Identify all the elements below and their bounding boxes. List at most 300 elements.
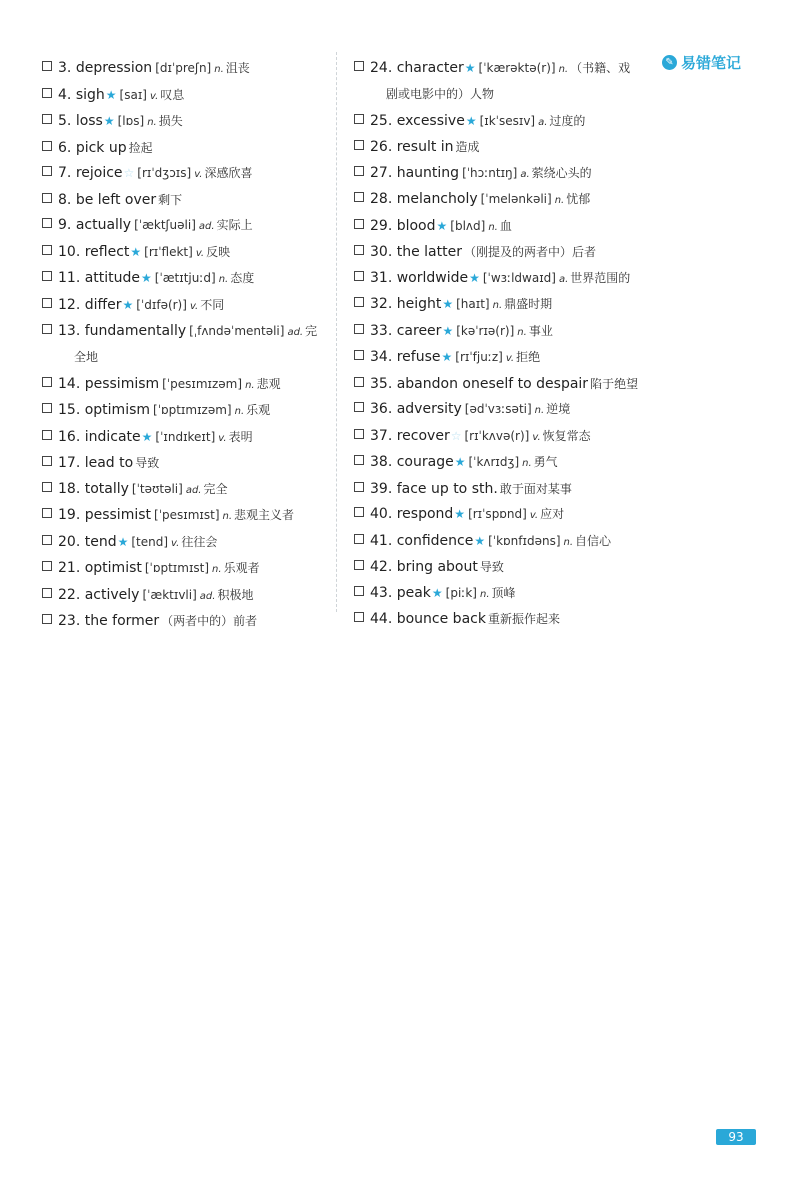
entry-word: height — [396, 296, 442, 312]
vocab-entry — [354, 187, 644, 214]
checkbox[interactable] — [354, 297, 364, 307]
entry-number: 4. — [58, 86, 72, 103]
star-icon: ★ — [442, 297, 454, 311]
entry-word: excessive — [396, 112, 465, 129]
entry-word: pessimism — [84, 375, 160, 392]
entry-number: 3. — [58, 60, 72, 76]
star-icon: ★ — [474, 533, 486, 548]
entry-word: fundamentally — [84, 323, 187, 339]
entry-meaning: 反映 — [206, 244, 231, 259]
entry-phonetic: [ˈpesɪmɪst] — [154, 508, 220, 522]
entry-phonetic: [rɪˈdʒɔɪs] — [137, 166, 192, 180]
vocab-entry — [354, 502, 644, 529]
star-icon: ★ — [103, 114, 115, 128]
checkbox[interactable] — [354, 61, 364, 71]
entry-number: 35. — [370, 375, 393, 392]
entry-part-of-speech: n. — [522, 458, 532, 469]
entry-part-of-speech: n. — [534, 405, 545, 416]
entry-part-of-speech: n. — [147, 117, 157, 128]
vocab-entry — [354, 607, 644, 633]
vocab-entry — [354, 345, 644, 372]
entry-phonetic: [lɒs] — [117, 114, 145, 128]
entry-number: 43. — [370, 584, 393, 601]
entry-word: worldwide — [396, 269, 469, 286]
checkbox[interactable] — [42, 456, 52, 466]
entry-number: 34. — [370, 349, 393, 365]
vocab-entry — [42, 161, 332, 188]
entry-meaning: 敢于面对某事 — [499, 481, 572, 496]
vocab-entry — [354, 424, 644, 451]
entry-meaning: 造成 — [455, 140, 480, 154]
entry-meaning: 恢复常态 — [542, 428, 591, 443]
pencil-icon: ✎ — [662, 55, 677, 70]
entry-phonetic: [ˈkʌrɪdʒ] — [468, 455, 520, 469]
entry-phonetic: [ˈpesɪmɪzəm] — [162, 376, 243, 391]
entry-number: 18. — [58, 480, 81, 497]
entry-phonetic: [rɪˈfjuːz] — [455, 350, 503, 364]
entry-meaning: 沮丧 — [225, 61, 250, 75]
column-divider — [336, 52, 337, 612]
vocab-column-left — [42, 56, 332, 635]
entry-number: 12. — [58, 296, 81, 313]
entry-number: 31. — [370, 269, 393, 286]
entry-part-of-speech: n. — [212, 564, 222, 575]
entry-phonetic: [rɪˈflekt] — [144, 244, 193, 259]
vocab-entry — [42, 609, 332, 635]
entry-meaning: 损失 — [158, 114, 183, 128]
checkbox[interactable] — [354, 140, 364, 150]
checkbox[interactable] — [354, 455, 364, 465]
entry-word: reflect — [84, 243, 130, 260]
checkbox[interactable] — [42, 271, 52, 281]
entry-word: lead to — [84, 455, 134, 471]
entry-number: 44. — [370, 611, 393, 627]
star-icon: ★ — [431, 585, 443, 600]
entry-word: blood — [396, 217, 436, 234]
entry-number: 41. — [370, 532, 393, 549]
entry-word: depression — [75, 60, 153, 76]
entry-part-of-speech: ad. — [185, 484, 202, 496]
vocab-entry — [354, 266, 644, 293]
entry-number: 29. — [370, 217, 393, 234]
entry-meaning: 过度的 — [549, 113, 586, 128]
entry-number: 32. — [370, 296, 393, 312]
entry-phonetic: [ədˈvɜːsəti] — [464, 402, 532, 416]
entry-word: actually — [75, 217, 132, 233]
entry-meaning: 勇气 — [533, 455, 558, 469]
vocab-entry — [354, 292, 644, 319]
entry-meaning: 陷于绝望 — [590, 376, 639, 391]
entry-meaning: 应对 — [540, 507, 565, 521]
entry-meaning: 叹息 — [160, 87, 185, 102]
entry-word: sigh — [75, 86, 105, 103]
entry-meaning: 实际上 — [216, 218, 253, 232]
entry-phonetic: [piːk] — [445, 585, 477, 600]
vocab-entry — [42, 136, 332, 162]
mistake-notes-badge — [662, 52, 741, 72]
entry-word: bring about — [396, 559, 478, 575]
entry-phonetic: [ˌfʌndəˈmentəli] — [189, 324, 285, 338]
checkbox[interactable] — [354, 534, 364, 544]
entry-phonetic: [ˈæktɪvli] — [142, 587, 197, 602]
checkbox[interactable] — [354, 586, 364, 596]
vocab-entry — [354, 372, 644, 398]
entry-number: 36. — [370, 401, 393, 417]
entry-part-of-speech: v. — [195, 247, 205, 259]
vocab-entry — [42, 477, 332, 504]
entry-meaning: 悲观 — [256, 376, 281, 391]
entry-meaning: 往往会 — [181, 534, 218, 549]
entry-meaning: （两者中的）前者 — [161, 614, 258, 628]
vocab-entry — [354, 555, 644, 581]
checkbox[interactable] — [42, 245, 52, 255]
entry-phonetic: [dɪˈpreʃn] — [155, 61, 212, 75]
star-icon: ★ — [141, 429, 153, 444]
checkbox[interactable] — [42, 61, 52, 71]
entry-word: peak — [396, 584, 431, 601]
entry-meaning: 剩下 — [158, 192, 183, 207]
checkbox[interactable] — [42, 193, 52, 203]
star-icon: ★ — [130, 244, 142, 259]
star-icon: ★ — [454, 455, 466, 469]
checkbox[interactable] — [42, 482, 52, 492]
vocab-entry — [42, 240, 332, 267]
vocab-entry — [42, 109, 332, 136]
entry-phonetic: [ˈkærəktə(r)] — [478, 61, 556, 75]
entry-meaning: 积极地 — [217, 587, 254, 602]
entry-number: 24. — [370, 60, 393, 76]
entry-meaning: 世界范围的 — [570, 270, 631, 285]
checkbox[interactable] — [42, 298, 52, 308]
vocab-entry — [354, 135, 644, 161]
entry-part-of-speech: n. — [234, 406, 245, 417]
entry-number: 42. — [370, 559, 393, 575]
entry-part-of-speech: v. — [194, 169, 203, 180]
entry-word: courage — [396, 454, 454, 470]
entry-number: 27. — [370, 164, 393, 181]
vocab-entry — [354, 450, 644, 477]
entry-number: 37. — [370, 427, 393, 444]
checkbox[interactable] — [42, 218, 52, 228]
entry-word: abandon oneself to despair — [396, 375, 589, 392]
checkbox[interactable] — [354, 192, 364, 202]
entry-meaning: 顶峰 — [491, 585, 516, 600]
entry-word: differ — [84, 296, 122, 313]
checkbox[interactable] — [42, 430, 52, 440]
badge-label: 易错笔记 — [681, 53, 742, 72]
entry-word: result in — [396, 139, 454, 155]
vocab-entry — [42, 319, 332, 368]
vocab-entry — [354, 319, 644, 346]
entry-number: 9. — [58, 217, 72, 233]
entry-number: 17. — [58, 455, 81, 471]
entry-word: haunting — [396, 164, 460, 181]
entry-meaning: 血 — [499, 218, 512, 233]
entry-part-of-speech: v. — [505, 353, 515, 364]
checkbox[interactable] — [354, 114, 364, 124]
entry-meaning: 逆境 — [546, 402, 571, 416]
checkbox[interactable] — [42, 403, 52, 413]
entry-meaning-continued: 剧或电影中的）人物 — [386, 86, 495, 101]
entry-word: recover — [396, 427, 450, 444]
entry-meaning: 不同 — [200, 297, 225, 312]
checkbox[interactable] — [354, 271, 364, 281]
checkbox[interactable] — [354, 507, 364, 517]
checkbox[interactable] — [354, 166, 364, 176]
entry-phonetic: [ˈdɪfə(r)] — [136, 297, 187, 312]
checkbox[interactable] — [42, 508, 52, 518]
checkbox[interactable] — [42, 588, 52, 598]
star-icon: ☆ — [450, 428, 462, 443]
checkbox[interactable] — [42, 561, 52, 571]
entry-meaning: 导致 — [479, 560, 504, 574]
entry-part-of-speech: n. — [517, 326, 527, 338]
entry-part-of-speech: a. — [520, 168, 530, 180]
entry-part-of-speech: n. — [214, 64, 224, 75]
entry-phonetic: [ˈætɪtjuːd] — [154, 271, 216, 285]
entry-word: be left over — [75, 191, 157, 208]
entry-part-of-speech: a. — [538, 116, 548, 128]
entry-word: bounce back — [396, 611, 486, 627]
entry-word: melancholy — [396, 191, 478, 207]
entry-phonetic: [ˈwɜːldwaɪd] — [482, 270, 556, 285]
entry-meaning: 态度 — [230, 271, 255, 285]
entry-part-of-speech: ad. — [199, 590, 216, 602]
entry-word: respond — [396, 506, 454, 522]
vocab-entry — [42, 372, 332, 399]
star-icon: ★ — [465, 113, 477, 128]
entry-meaning: 萦绕心头的 — [531, 165, 592, 180]
entry-word: loss — [75, 113, 103, 129]
entry-part-of-speech: n. — [479, 588, 490, 600]
entry-meaning: （书籍、戏 — [570, 61, 631, 75]
entry-part-of-speech: v. — [532, 431, 541, 443]
entry-word: actively — [84, 586, 140, 603]
entry-meaning: 事业 — [528, 323, 553, 338]
entry-number: 38. — [370, 454, 393, 470]
vocab-entry — [42, 583, 332, 610]
checkbox[interactable] — [42, 535, 52, 545]
entry-number: 14. — [58, 375, 81, 392]
entry-part-of-speech: v. — [218, 432, 227, 444]
entry-phonetic: [kəˈrɪə(r)] — [456, 323, 515, 338]
entry-number: 20. — [58, 533, 81, 550]
page-number: 93 — [716, 1129, 756, 1145]
entry-word: refuse — [396, 349, 441, 365]
entry-meaning: 捡起 — [128, 140, 153, 155]
entry-part-of-speech: n. — [218, 274, 229, 285]
entry-part-of-speech: n. — [245, 379, 255, 391]
entry-phonetic: [saɪ] — [119, 87, 147, 102]
entry-meaning: 乐观 — [246, 403, 271, 417]
checkbox[interactable] — [354, 612, 364, 622]
checkbox[interactable] — [354, 402, 364, 412]
entry-word: attitude — [84, 270, 141, 286]
entry-meaning: 自信心 — [575, 533, 612, 548]
vocab-entry — [354, 56, 644, 105]
entry-meaning: 重新振作起来 — [487, 612, 560, 626]
entry-part-of-speech: n. — [222, 511, 233, 522]
star-icon: ★ — [469, 270, 480, 285]
entry-part-of-speech: a. — [558, 273, 569, 285]
entry-word: tend — [84, 533, 117, 550]
checkbox[interactable] — [354, 350, 364, 360]
entry-number: 11. — [58, 270, 81, 286]
checkbox[interactable] — [42, 141, 52, 151]
checkbox[interactable] — [354, 482, 364, 492]
vocab-entry — [42, 556, 332, 583]
entry-number: 33. — [370, 322, 393, 339]
entry-meaning: 鼎盛时期 — [504, 297, 553, 311]
entry-number: 21. — [58, 560, 81, 576]
entry-phonetic: [ˈɪndɪkeɪt] — [155, 429, 216, 444]
entry-part-of-speech: ad. — [287, 327, 304, 338]
star-icon: ☆ — [123, 166, 135, 180]
checkbox[interactable] — [354, 219, 364, 229]
vocab-entry — [354, 161, 644, 188]
vocab-column-right — [354, 56, 644, 633]
entry-phonetic: [ˈkɒnfɪdəns] — [488, 533, 561, 548]
entry-part-of-speech: n. — [558, 64, 569, 75]
entry-word: character — [396, 60, 464, 76]
entry-phonetic: [tend] — [131, 534, 169, 549]
entry-meaning-continued: 全地 — [74, 349, 99, 364]
entry-part-of-speech: n. — [554, 195, 565, 206]
entry-number: 25. — [370, 112, 393, 129]
vocab-entry — [354, 477, 644, 503]
entry-phonetic: [blʌd] — [450, 218, 486, 233]
entry-meaning: 拒绝 — [516, 350, 541, 364]
entry-number: 13. — [58, 323, 81, 339]
checkbox[interactable] — [42, 324, 52, 334]
checkbox[interactable] — [354, 560, 364, 570]
entry-number: 15. — [58, 402, 81, 418]
checkbox[interactable] — [42, 377, 52, 387]
entry-number: 8. — [58, 191, 72, 208]
entry-meaning: 乐观者 — [223, 561, 260, 575]
entry-number: 19. — [58, 507, 81, 523]
vocab-entry — [354, 109, 644, 136]
entry-number: 10. — [58, 243, 81, 260]
vocab-entry — [42, 530, 332, 557]
checkbox[interactable] — [42, 88, 52, 98]
entry-phonetic: [rɪˈkʌvə(r)] — [464, 428, 530, 443]
entry-phonetic: [ˈɒptɪmɪzəm] — [153, 403, 232, 417]
entry-word: totally — [84, 480, 129, 497]
entry-word: optimism — [84, 402, 151, 418]
entry-meaning: 深感欣喜 — [204, 166, 253, 180]
vocab-entry — [42, 425, 332, 452]
entry-part-of-speech: n. — [563, 536, 574, 548]
checkbox[interactable] — [42, 114, 52, 124]
checkbox[interactable] — [354, 377, 364, 387]
checkbox[interactable] — [354, 245, 364, 255]
entry-meaning: （刚提及的两者中）后者 — [463, 245, 596, 259]
vocab-entry — [42, 83, 332, 110]
entry-number: 7. — [58, 165, 72, 181]
star-icon: ★ — [105, 87, 117, 102]
entry-part-of-speech: ad. — [198, 221, 215, 232]
entry-meaning: 悲观主义者 — [234, 508, 295, 522]
entry-meaning: 表明 — [228, 429, 253, 444]
star-icon: ★ — [442, 323, 454, 338]
star-icon: ★ — [454, 507, 466, 521]
star-icon: ★ — [441, 350, 453, 364]
entry-word: career — [396, 322, 442, 339]
vocab-entry — [354, 581, 644, 608]
entry-word: indicate — [84, 428, 141, 445]
entry-word: adversity — [396, 401, 462, 417]
entry-number: 16. — [58, 428, 81, 445]
entry-word: the former — [84, 613, 160, 629]
checkbox[interactable] — [42, 166, 52, 176]
star-icon: ★ — [464, 61, 476, 75]
vocab-entry — [354, 240, 644, 266]
checkbox[interactable] — [42, 614, 52, 624]
entry-word: pick up — [75, 139, 127, 156]
entry-word: optimist — [84, 560, 142, 576]
entry-number: 26. — [370, 139, 393, 155]
entry-phonetic: [ˈæktʃuəli] — [134, 218, 196, 232]
star-icon: ★ — [141, 271, 152, 285]
vocab-entry — [42, 293, 332, 320]
checkbox[interactable] — [354, 429, 364, 439]
entry-part-of-speech: v. — [189, 300, 199, 312]
entry-phonetic: [rɪˈspɒnd] — [468, 507, 527, 521]
vocab-entry — [42, 451, 332, 477]
entry-meaning: 导致 — [135, 456, 160, 470]
entry-phonetic: [haɪt] — [456, 297, 490, 311]
entry-word: pessimist — [84, 507, 152, 523]
entry-number: 39. — [370, 480, 393, 497]
vocab-entry — [42, 266, 332, 293]
entry-part-of-speech: n. — [492, 300, 503, 311]
entry-part-of-speech: v. — [171, 537, 180, 549]
vocab-entry — [42, 398, 332, 425]
star-icon: ★ — [117, 534, 129, 549]
checkbox[interactable] — [354, 324, 364, 334]
entry-number: 40. — [370, 506, 393, 522]
entry-word: confidence — [396, 532, 474, 549]
entry-word: face up to sth. — [396, 480, 498, 497]
entry-meaning: 完 — [305, 324, 318, 338]
entry-meaning: 忧郁 — [566, 192, 591, 206]
entry-phonetic: [ˈmelənkəli] — [480, 192, 552, 206]
entry-number: 28. — [370, 191, 393, 207]
entry-number: 30. — [370, 244, 393, 260]
entry-number: 23. — [58, 613, 81, 629]
vocab-entry — [354, 529, 644, 556]
entry-phonetic: [ˈɒptɪmɪst] — [144, 561, 210, 575]
entry-part-of-speech: v. — [149, 90, 159, 102]
vocab-entry — [42, 503, 332, 530]
entry-meaning: 完全 — [203, 481, 228, 496]
entry-number: 5. — [58, 113, 72, 129]
entry-phonetic: [ˈtəʊtəli] — [131, 481, 183, 496]
entry-phonetic: [ɪkˈsesɪv] — [479, 113, 536, 128]
vocab-entry — [42, 213, 332, 240]
entry-part-of-speech: v. — [529, 510, 539, 521]
vocab-entry — [354, 397, 644, 424]
entry-number: 22. — [58, 586, 81, 603]
entry-number: 6. — [58, 139, 72, 156]
vocab-entry — [42, 56, 332, 83]
vocab-entry — [354, 214, 644, 241]
star-icon: ★ — [436, 218, 448, 233]
entry-word: rejoice — [75, 165, 123, 181]
vocab-entry — [42, 188, 332, 214]
star-icon: ★ — [122, 297, 134, 312]
